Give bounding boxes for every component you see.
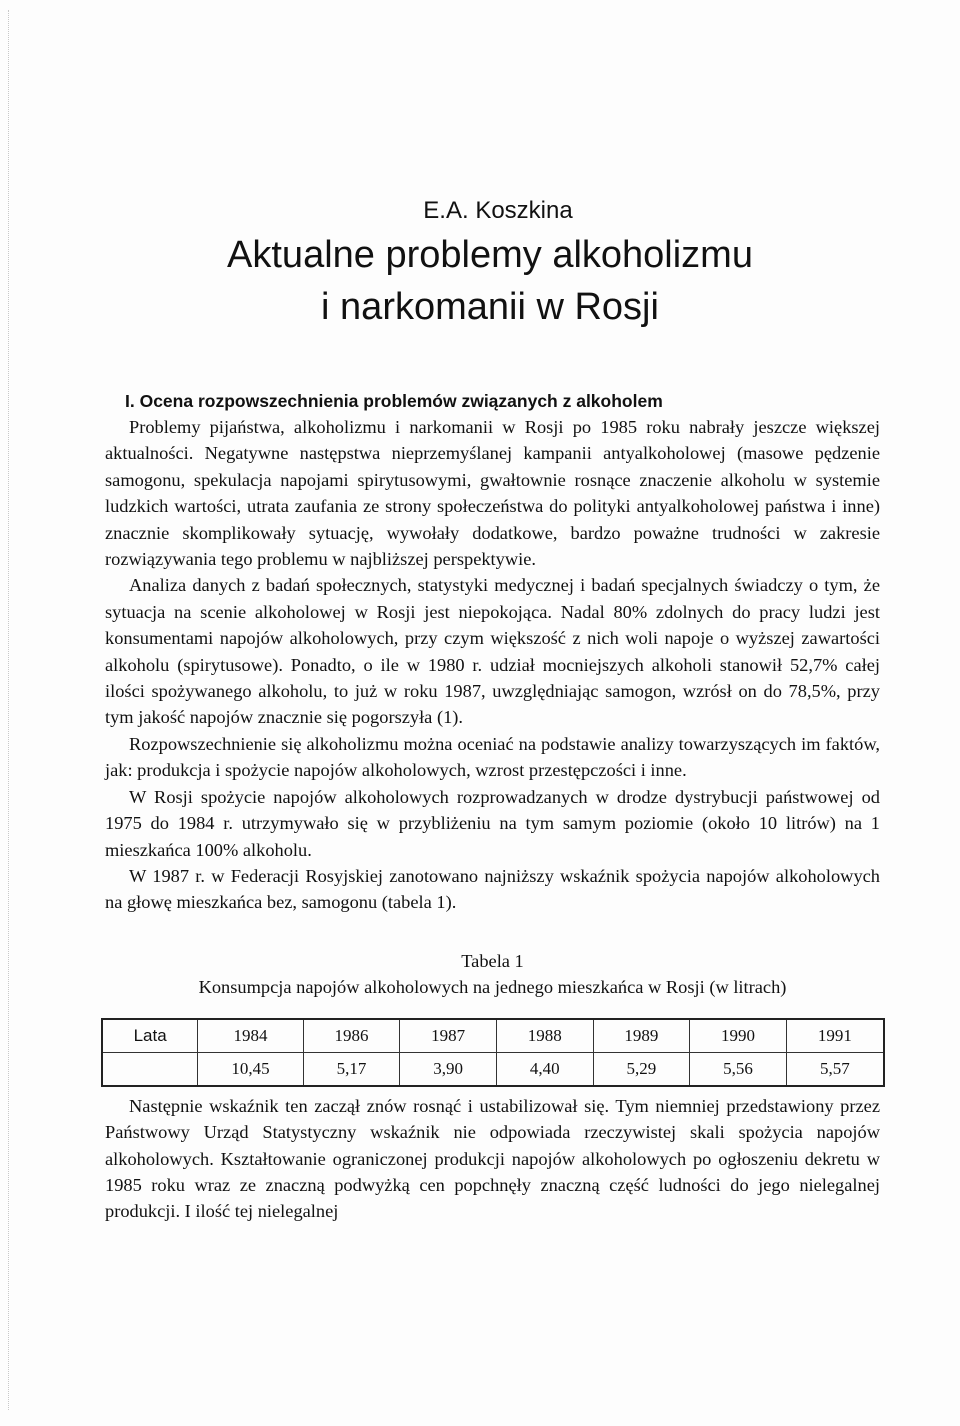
- table-cell-value: 5,29: [593, 1052, 690, 1086]
- table-row-years: [102, 1019, 884, 1053]
- article-body: [105, 388, 880, 1225]
- table-row-values: [102, 1052, 884, 1086]
- author-name: E.A. Koszkina: [423, 197, 573, 224]
- table-cell-year: 1986: [303, 1019, 400, 1053]
- paragraph-4: W Rosji spożycie napojów alkoholowych rozprowadzanych w drodze dystrybucji państwowej od 1975 do 1984 r. utrzymywało się w przybliżeniu na tym samym poziomie (około 10 litrów) na 1 mieszkańca 100% alkoholu.: [105, 786, 880, 860]
- table-cell-year: 1989: [593, 1019, 690, 1053]
- table-cell-value: 10,45: [198, 1052, 303, 1086]
- table-title: Konsumpcja napojów alkoholowych na jednego mieszkańca w Rosji (w litrach): [198, 976, 787, 997]
- paragraph-3: Rozpowszechnienie się alkoholizmu można oceniać na podstawie analizy towarzyszących im faktów, jak: produkcja i spożycie napojów alkoholowych, wzrost przestępczości i inne.: [105, 733, 880, 781]
- consumption-table: [101, 1018, 885, 1087]
- table-cell-empty: [102, 1052, 198, 1086]
- table-cell-year: 1990: [690, 1019, 787, 1053]
- table-cell-value: 4,40: [496, 1052, 593, 1086]
- section-heading: I. Ocena rozpowszechnienia problemów związanych z alkoholem: [125, 391, 663, 411]
- title-line-2: i narkomanii w Rosji: [321, 286, 659, 328]
- article-title: [0, 229, 960, 333]
- title-line-1: Aktualne problemy alkoholizmu: [227, 234, 753, 276]
- paragraph-5: W 1987 r. w Federacji Rosyjskiej zanotowano najniższy wskaźnik spożycia napojów alkoholowych na głowę mieszkańca bez, samogonu (tabela 1).: [105, 865, 880, 913]
- table-cell-year: 1984: [198, 1019, 303, 1053]
- table-caption: [105, 948, 880, 1000]
- table-cell-value: 5,56: [690, 1052, 787, 1086]
- table-cell-value: 5,57: [786, 1052, 884, 1086]
- table-cell-value: 5,17: [303, 1052, 400, 1086]
- table-label: Tabela 1: [461, 950, 524, 971]
- table-cell-year: 1988: [496, 1019, 593, 1053]
- table-cell-year: 1991: [786, 1019, 884, 1053]
- table-cell-value: 3,90: [400, 1052, 497, 1086]
- table-row-header: Lata: [102, 1019, 198, 1053]
- paragraph-1: Problemy pijaństwa, alkoholizmu i narkomanii w Rosji po 1985 roku nabrały jeszcze większej aktualności. Negatywne następstwa nieprzemyślanej kampanii antyalkoholowej (masowe pędzenie samogonu, spekulacja napojami spirytusowymi, gwałtownie rosnące znaczenie alkoholu w systemie ludzkich wartości, utrata zaufania ze strony społeczeństwa do polityki antyalkoholowej państwa i inne) znacznie skomplikowały sytuację, wywołały dodatkowe, bardzo poważne trudności w zakresie rozwiązywania tego problemu w najbliższej perspektywie.: [105, 417, 880, 570]
- table-cell-year: 1987: [400, 1019, 497, 1053]
- paragraph-after-table: Następnie wskaźnik ten zaczął znów rosnąć i ustabilizował się. Tym niemniej przedstawiony przez Państwowy Urząd Statystyczny wskaźnik nie odpowiada rzeczywistej skali spożycia napojów alkoholowych. Kształtowanie ograniczonej produkcji napojów alkoholowych po ogłoszeniu dekretu w 1985 roku wraz ze znaczną podwyżką cen popchnęły znaczną część ludności do jego nielegalnej produkcji. I ilość tej nielegalnej: [105, 1095, 880, 1222]
- paragraph-2: Analiza danych z badań społecznych, statystyki medycznej i badań specjalnych świadczy o tym, że sytuacja na scenie alkoholowej w Rosji jest niepokojąca. Nadal 80% zdolnych do pracy ludzi jest konsumentami napojów alkoholowych, przy czym większość z nich woli napoje o wyższej zawartości alkoholu (spirytusowe). Ponadto, o ile w 1980 r. udział mocniejszych alkoholi stanowił 52,7% całej ilości spożywanego alkoholu, to już w roku 1987, uwzględniając samogon, wzrósł on do 78,5%, przy tym jakość napojów znacznie się pogorszyła (1).: [105, 575, 880, 728]
